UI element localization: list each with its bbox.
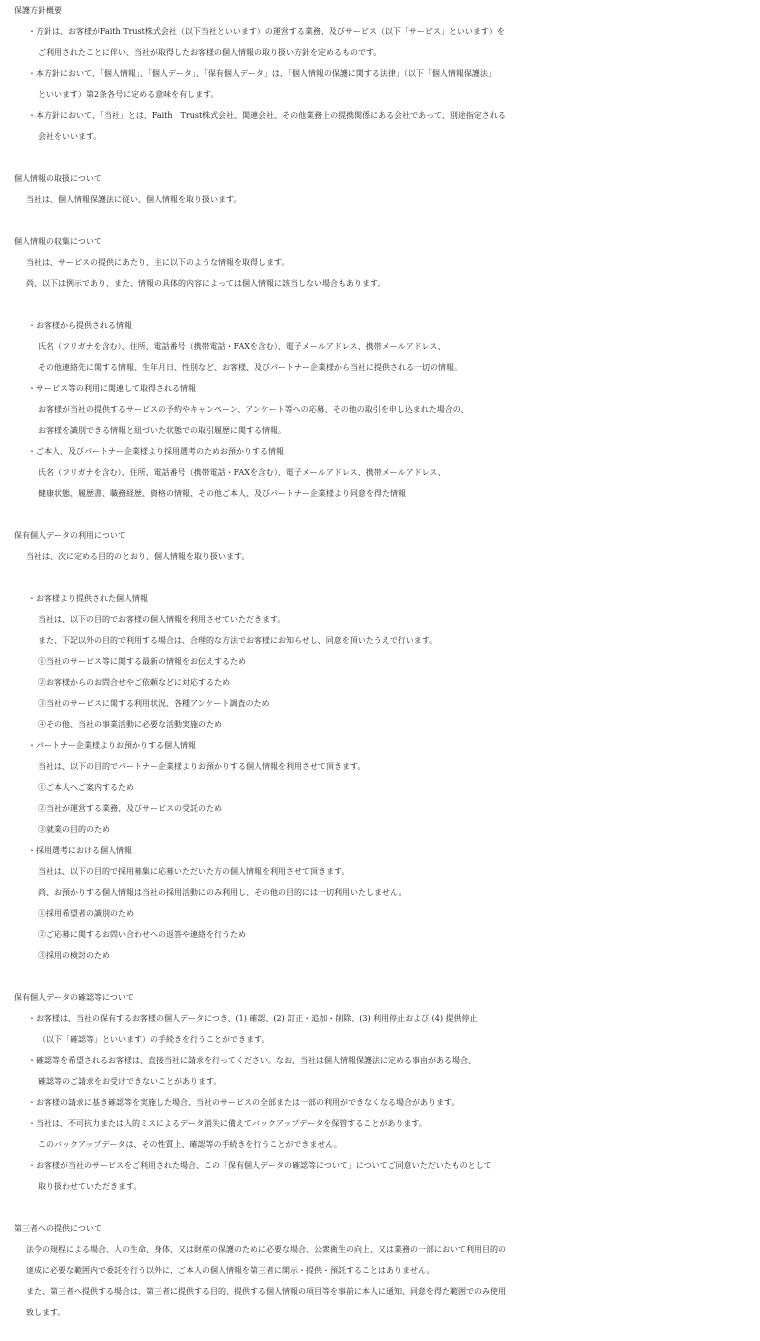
bullet-detail: 尚、お預かりする個人情報は当社の採用活動にのみ利用し、その他の目的には一切利用いたしません。 [38,888,407,897]
bullet-continuation: 会社をいいます。 [38,132,102,141]
purpose-item: ①当社のサービス等に関する最新の情報をお伝えするため [38,657,246,666]
bullet-continuation: このバックアップデータは、その性質上、確認等の手続きを行うことができません。 [38,1140,342,1149]
section-handling [0,168,760,210]
bullet-detail: その他連絡先に関する情報、生年月日、性別など、お客様、及びパートナー企業様から当社に提供される一切の情報。 [38,363,462,372]
purpose-item: ①ご本人へご案内するため [38,783,134,792]
bullet-line: ・お客様の請求に基き確認等を実施した場合、当社のサービスの全部または一部の利用ができなくなる場合があります。 [28,1098,460,1107]
paragraph: 当社は、サービスの提供にあたり、主に以下のような情報を取得します。 [26,258,290,267]
bullet-detail: 当社は、以下の目的でお客様の個人情報を利用させていただきます。 [38,615,286,624]
bullet-detail: 当社は、以下の目的でパートナー企業様よりお預かりする個人情報を利用させて頂きます。 [38,762,366,771]
purpose-item: ③当社のサービスに関する利用状況、各種アンケート調査のため [38,699,270,708]
paragraph: 当社は、個人情報保護法に従い、個人情報を取り扱います。 [26,195,242,204]
section-data-usage [0,525,760,966]
section-heading: 保護方針概要 [14,6,62,15]
bullet-detail: 当社は、以下の目的で採用募集に応募いただいた方の個人情報を利用させて頂きます。 [38,867,350,876]
paragraph: 尚、以下は例示であり、また、情報の具体的内容によっては個人情報に該当しない場合もあります。 [26,279,386,288]
purpose-item: ②お客様からのお問合せやご依頼などに対応するため [38,678,230,687]
bullet-continuation: （以下「確認等」といいます）の手続きを行うことができます。 [38,1035,270,1044]
bullet-continuation: ご利用されたことに伴い、当社が取得したお客様の個人情報の取り扱い方針を定めるものです。 [38,48,382,57]
section-heading: 個人情報の収集について [14,237,102,246]
bullet-heading: ・採用選考における個人情報 [28,846,132,855]
section-heading: 保有個人データの利用について [14,531,126,540]
section-heading: 第三者への提供について [14,1224,102,1233]
purpose-item: ③就業の目的のため [38,825,110,834]
bullet-heading: ・パートナー企業様よりお預かりする個人情報 [28,741,196,750]
bullet-detail: また、下記以外の目的で利用する場合は、合理的な方法でお客様にお知らせし、同意を頂いたうえで行います。 [38,636,438,645]
bullet-line: ・本方針において、「個人情報」、「個人データ」、「保有個人データ」は、「個人情報の保護に関する法律」（以下「個人情報保護法」 [28,69,496,78]
bullet-line: ・方針は、お客様がFaith Trust株式会社（以下当社といいます）の運営する業務、及びサービス（以下「サービス」といいます）を [28,27,505,36]
section-heading: 個人情報の取扱について [14,174,102,183]
section-heading: 保有個人データの確認等について [14,993,134,1002]
bullet-detail: 氏名（フリガナを含む）、住所、電話番号（携帯電話・FAXを含む）、電子メールアドレス、携帯メールアドレス、 [38,468,446,477]
paragraph: 法令の規程による場合、人の生命、身体、又は財産の保護のために必要な場合、公衆衛生の向上、又は業務の一部において利用目的の [26,1245,506,1254]
section-collection [0,231,760,504]
purpose-item: ③採用の検討のため [38,951,110,960]
paragraph: 当社は、次に定める目的のとおり、個人情報を取り扱います。 [26,552,250,561]
bullet-line: ・本方針において、「当社」とは、Faith Trust株式会社、関連会社、その他業務上の提携関係にある会社であって、別途指定される [28,111,506,120]
bullet-line: ・お客様は、当社の保有するお客様の個人データにつき、(1) 確認、(2) 訂正・追加・削除、(3) 利用停止および (4) 提供停止 [28,1014,478,1023]
bullet-continuation: 確認等のご請求をお受けできないことがあります。 [38,1077,222,1086]
bullet-continuation: といいます）第2条各号に定める意味を有します。 [38,90,219,99]
paragraph: 達成に必要な範囲内で委託を行う以外に、ご本人の個人情報を第三者に開示・提供・預託することはありません。 [26,1266,435,1275]
section-data-confirmation [0,987,760,1197]
bullet-heading: ・お客様より提供された個人情報 [28,594,148,603]
paragraph: 致します。 [26,1308,66,1317]
bullet-line: ・確認等を希望されるお客様は、直接当社に請求を行ってください。なお、当社は個人情報保護法に定める事由がある場合、 [28,1056,476,1065]
purpose-item: ①採用希望者の識別のため [38,909,134,918]
bullet-heading: ・サービス等の利用に関連して取得される情報 [28,384,196,393]
section-policy-overview [0,0,760,147]
bullet-heading: ・お客様から提供される情報 [28,321,132,330]
paragraph: また、第三者へ提供する場合は、第三者に提供する目的、提供する個人情報の項目等を事前に本人に通知、同意を得た範囲でのみ使用 [26,1287,506,1296]
bullet-heading: ・ご本人、及びパートナー企業様より採用選考のためお預かりする情報 [28,447,284,456]
bullet-continuation: 取り扱わせていただきます。 [38,1182,142,1191]
section-third-party [0,1218,760,1323]
bullet-detail: お客様が当社の提供するサービスの予約やキャンペーン、アンケート等への応募、その他の取引を申し込まれた場合の、 [38,405,469,414]
purpose-item: ②ご応募に関するお問い合わせへの返答や連絡を行うため [38,930,246,939]
bullet-line: ・お客様が当社のサービスをご利用された場合、この「保有個人データの確認等について」についてご同意いただいたものとして [28,1161,492,1170]
bullet-line: ・当社は、不可抗力または人的ミスによるデータ消失に備えてバックアップデータを保管することがあります。 [28,1119,427,1128]
purpose-item: ②当社が運営する業務、及びサービスの受託のため [38,804,222,813]
bullet-detail: お客様を識別できる情報と紐づいた状態での取引履歴に関する情報。 [38,426,286,435]
purpose-item: ④その他、当社の事業活動に必要な活動実施のため [38,720,222,729]
bullet-detail: 健康状態、履歴書、職務経歴、資格の情報、その他ご本人、及びパートナー企業様より同意を得た情報 [38,489,406,498]
bullet-detail: 氏名（フリガナを含む）、住所、電話番号（携帯電話・FAXを含む）、電子メールアドレス、携帯メールアドレス、 [38,342,446,351]
